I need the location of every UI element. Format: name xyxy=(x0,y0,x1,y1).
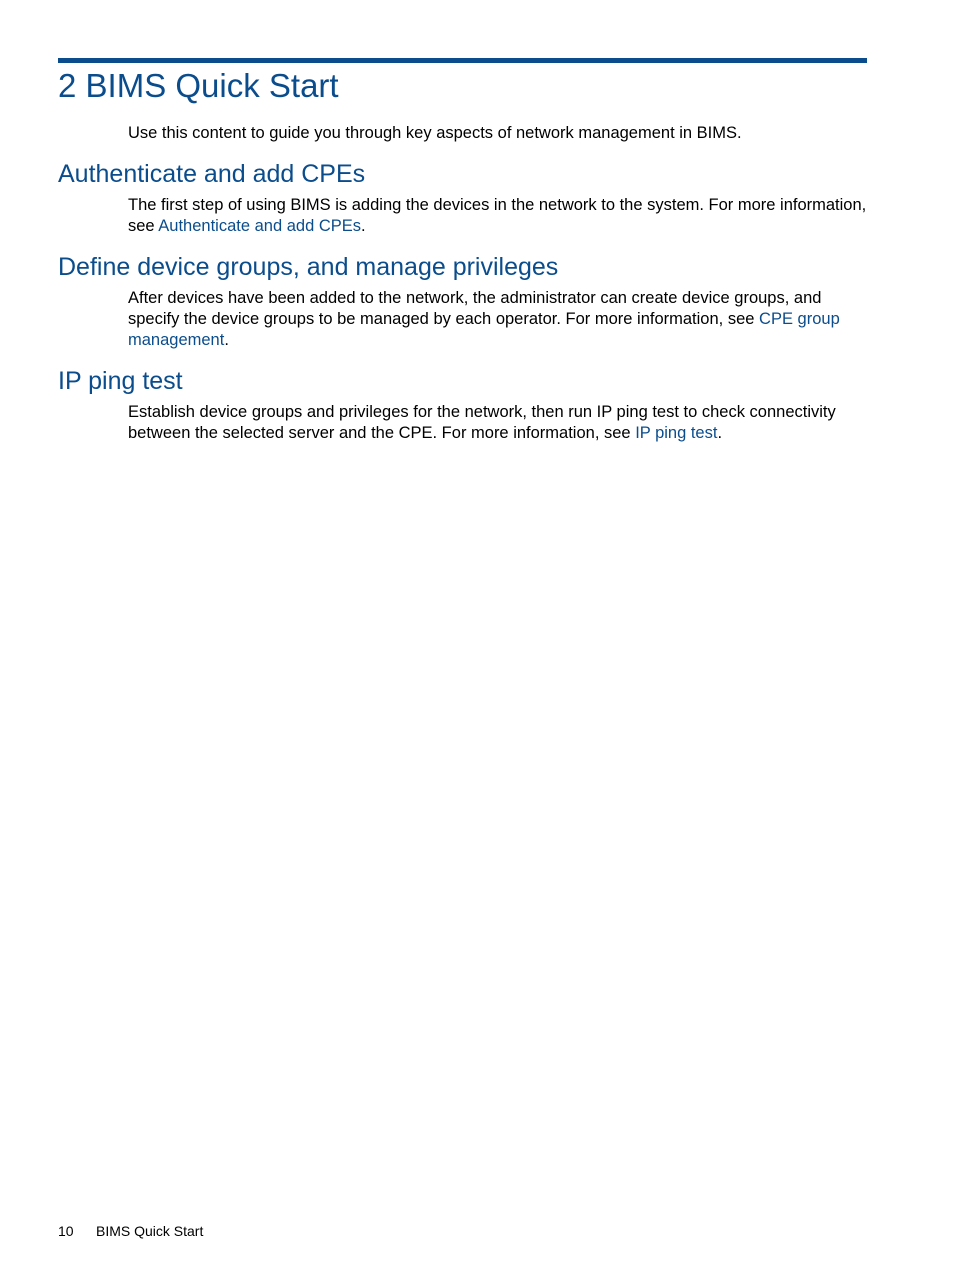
page-number: 10 xyxy=(58,1223,74,1239)
chapter-top-rule xyxy=(58,58,867,63)
section-heading-ip-ping-test: IP ping test xyxy=(58,367,183,395)
section-heading-device-groups: Define device groups, and manage privileges xyxy=(58,253,559,281)
section-body-device-groups xyxy=(128,288,868,351)
chapter-intro: Use this content to guide you through key aspects of network management in BIMS. xyxy=(128,124,742,142)
section-body-text: The first step of using BIMS is adding the devices in the network to the system. For more information, see xyxy=(128,196,867,235)
section-body-end: . xyxy=(361,217,366,235)
chapter-title: 2 BIMS Quick Start xyxy=(58,67,339,104)
section-body-ip-ping-test xyxy=(128,402,868,444)
page-footer xyxy=(58,1222,203,1240)
section-body-text: After devices have been added to the network, the administrator can create device groups, and specify the device groups to be managed by each operator. For more information, see xyxy=(128,289,822,328)
section-body-authenticate xyxy=(128,195,868,237)
footer-title: BIMS Quick Start xyxy=(96,1223,204,1239)
section-body-text: Establish device groups and privileges for the network, then run IP ping test to check connectivity between the selected server and the CPE. For more information, see xyxy=(128,403,836,442)
link-cpe-group-management[interactable]: CPE group management xyxy=(128,310,840,349)
section-body-end: . xyxy=(717,424,723,442)
link-ip-ping-test[interactable]: IP ping test xyxy=(635,424,718,442)
section-heading-authenticate: Authenticate and add CPEs xyxy=(58,160,366,188)
link-authenticate-and-add-cpes[interactable]: Authenticate and add CPEs xyxy=(158,217,362,235)
section-body-end: . xyxy=(224,331,229,349)
